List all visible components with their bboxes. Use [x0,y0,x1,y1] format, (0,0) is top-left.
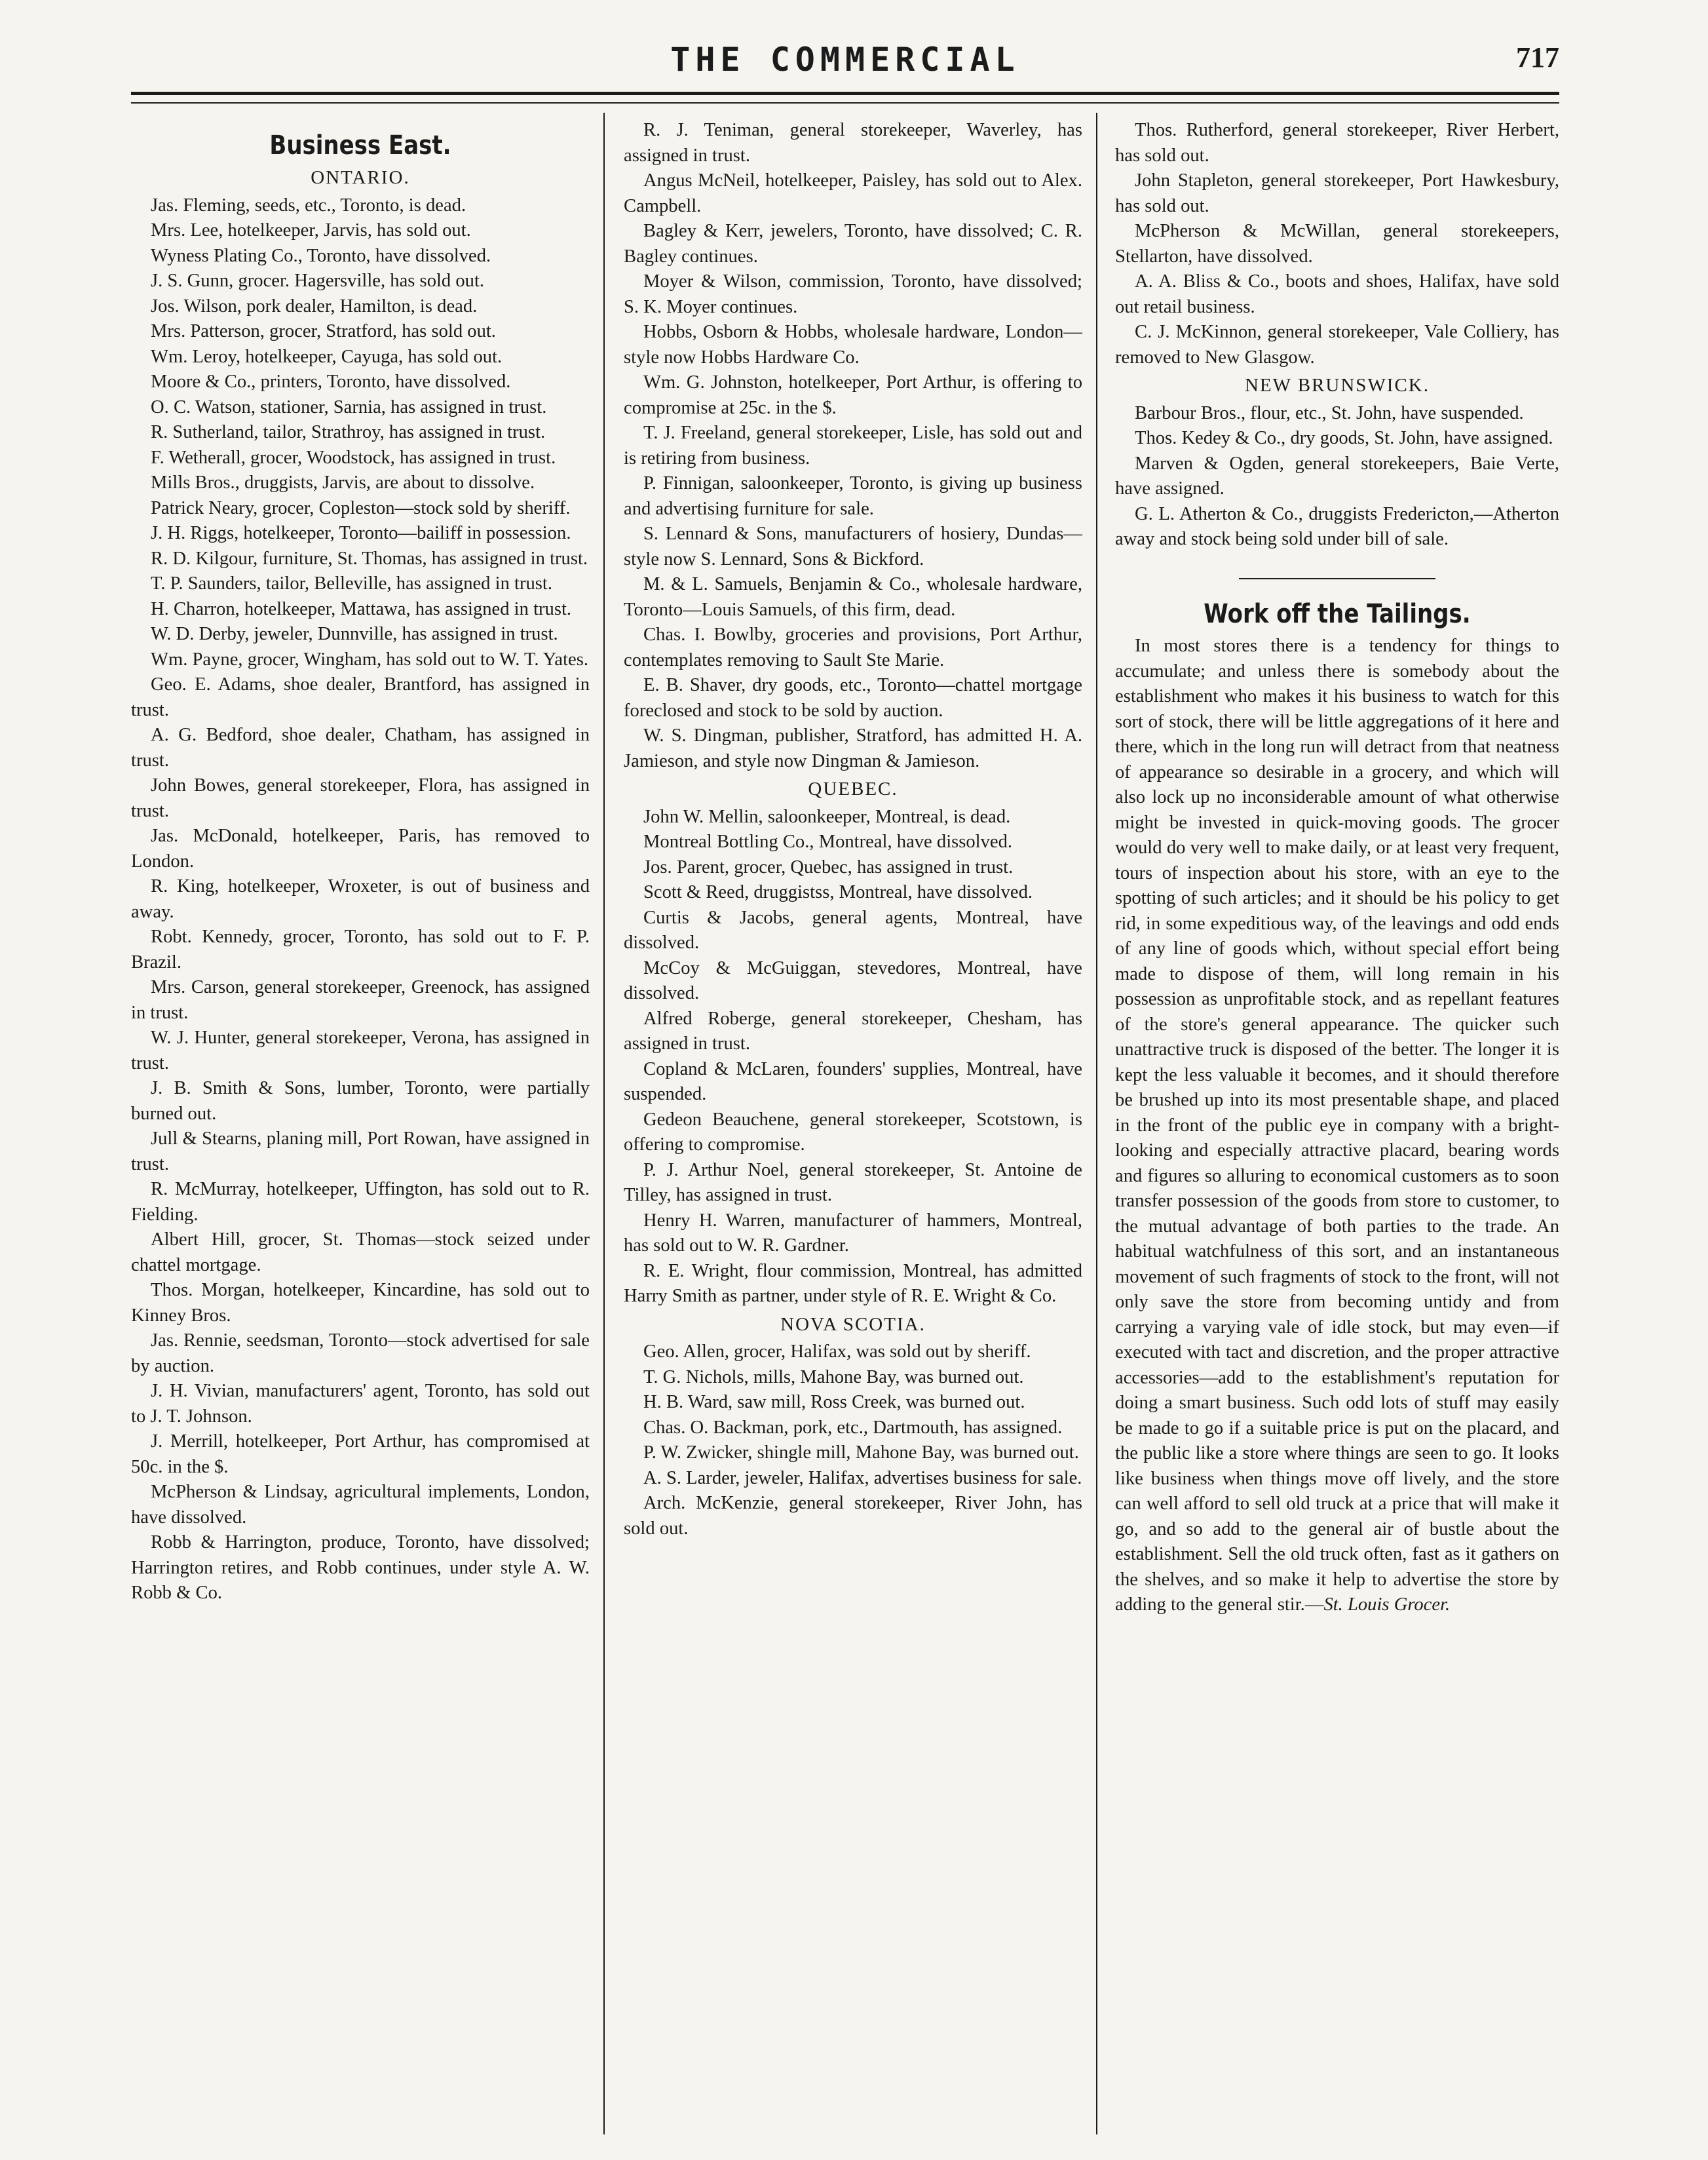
notice-entry: Marven & Ogden, general storekeepers, Baie Verte, have assigned. [1115,453,1559,499]
article-body [1115,634,1559,1618]
column-2 [624,118,1082,1541]
notice-entry: Chas. O. Backman, pork, etc., Dartmouth, has assigned. [643,1417,1063,1438]
column-rule-2 [1096,113,1097,2134]
notice-entry: W. D. Derby, jeweler, Dunnville, has assigned in trust. [151,624,558,644]
notice-entry: Moyer & Wilson, commission, Toronto, have dissolved; S. K. Moyer continues. [624,271,1082,317]
notice-entry: Chas. I. Bowlby, groceries and provisions, Port Arthur, contemplates removing to Sault Ste Marie. [624,625,1082,670]
notice-entry: T. J. Freeland, general storekeeper, Lisle, has sold out and is retiring from business. [624,423,1082,469]
notice-entry: P. W. Zwicker, shingle mill, Mahone Bay, was burned out. [643,1442,1079,1463]
notice-entry: R. E. Wright, flour commission, Montreal, has admitted Harry Smith as partner, under style of R. E. Wright & Co. [624,1260,1082,1306]
notice-entry: J. S. Gunn, grocer. Hagersville, has sold out. [151,271,485,291]
notice-entry: Hobbs, Osborn & Hobbs, wholesale hardware, London—style now Hobbs Hardware Co. [624,322,1082,368]
notice-entry: Curtis & Jacobs, general agents, Montreal, have dissolved. [624,907,1082,953]
business-east-heading: Business East. [269,130,451,161]
article-heading: Work off the Tailings. [1204,599,1471,629]
notice-entry: Robb & Harrington, produce, Toronto, have dissolved; Harrington retires, and Robb continues, under style A. W. Robb & Co. [131,1532,590,1603]
notice-entry: John Stapleton, general storekeeper, Port Hawkesbury, has sold out. [1115,170,1559,216]
column-3 [1115,118,1559,1618]
nova-scotia-entries-part-2 [1115,118,1559,370]
quebec-heading: QUEBEC. [808,779,898,800]
masthead [131,41,1559,80]
notice-entry: Alfred Roberge, general storekeeper, Chesham, has assigned in trust. [624,1008,1082,1054]
notice-entry: M. & L. Samuels, Benjamin & Co., wholesale hardware, Toronto—Louis Samuels, of this firm, dead. [624,574,1082,620]
notice-entry: Thos. Kedey & Co., dry goods, St. John, have assigned. [1135,428,1553,448]
notice-entry: McPherson & McWillan, general storekeepers, Stellarton, have dissolved. [1115,221,1559,267]
notice-entry: T. P. Saunders, tailor, Belleville, has assigned in trust. [151,573,553,594]
notice-entry: Jas. Rennie, seedsman, Toronto—stock advertised for sale by auction. [131,1330,590,1376]
notice-entry: Wyness Plating Co., Toronto, have dissolved. [151,245,491,266]
column-rule-1 [603,113,605,2134]
notice-entry: Arch. McKenzie, general storekeeper, River John, has sold out. [624,1493,1082,1539]
notice-entry: S. Lennard & Sons, manufacturers of hosiery, Dundas—style now S. Lennard, Sons & Bickford. [624,524,1082,569]
notice-entry: Mills Bros., druggists, Jarvis, are about to dissolve. [151,473,535,493]
notice-entry: McCoy & McGuiggan, stevedores, Montreal, have dissolved. [624,957,1082,1003]
notice-entry: Robt. Kennedy, grocer, Toronto, has sold out to F. P. Brazil. [131,927,590,973]
notice-entry: H. Charron, hotelkeeper, Mattawa, has assigned in trust. [151,598,572,619]
notice-entry: Barbour Bros., flour, etc., St. John, have suspended. [1135,402,1524,423]
article-text: In most stores there is a tendency for things to accumulate; and unless there is somebody about the establishment who makes it his business to watch for this sort of stock, there will be little aggregations of it here and there, which in the long run will detract from that neatness of appearance so desirable in a grocery, and which will also lock up no inconsiderable amount of what otherwise might be invested in quick-moving goods. The grocer would do very well to make daily, or at least very frequent, tours of inspection about his store, with an eye to the spotting of such articles; and it should be his policy to get rid, in some expeditious way, of the leavings and odd ends of any line of goods which, without special effort being made to dispose of them, will long remain in his possession as unprofitable stock, and as repellant features of the store's general appearance. The quicker such unattractive truck is disposed of the better. The longer it is kept the less valuable it becomes, and it should therefore be brushed up into its most presentable shape, and placed in the front of the public eye in company with a bright-looking and especially attractive placard, bearing words and figures so alluring to economical customers as to soon transfer possession of the goods from store to customer, to the mutual advantage of both parties to the trade. An habitual watchfulness of this sort, and an instantaneous movement of such fragments of stock to the front, will not only save the store from becoming untidy and from carrying a varying vale of idle stock, but may even—if executed with tact and discretion, and the proper attractive accessories—add to the establishment's reputation for doing a smart business. Such odd lots of stuff may easily be made to go if a suitable price is put on the placard, and the public like a store where things are seen to go. It looks like business when things move off lively, and the store can well afford to sell old truck at a price that will make it go, and so add to the general air of bustle about the establishment. Sell the old truck often, fast as it gathers on the shelves, and so make it help to advertise the store by adding to the general stir.— [1115,636,1559,1615]
notice-entry: R. King, hotelkeeper, Wroxeter, is out of business and away. [131,876,590,922]
notice-entry: C. J. McKinnon, general storekeeper, Vale Colliery, has removed to New Glasgow. [1115,322,1559,368]
notice-entry: W. S. Dingman, publisher, Stratford, has admitted H. A. Jamieson, and style now Dingman & Jamieson. [624,725,1082,771]
notice-entry: Jas. Fleming, seeds, etc., Toronto, is dead. [151,195,466,216]
ontario-entries-part-1 [131,193,590,1606]
section-divider [1115,562,1559,587]
ontario-entries-part-2 [624,118,1082,774]
newspaper-title: THE COMMERCIAL [670,41,1020,79]
masthead-rule-thin [131,102,1559,104]
notice-entry: P. Finnigan, saloonkeeper, Toronto, is giving up business and advertising furniture for sale. [624,473,1082,519]
notice-entry: R. J. Teniman, general storekeeper, Waverley, has assigned in trust. [624,120,1082,166]
article-signature: St. Louis Grocer. [1323,1594,1451,1615]
notice-entry: Henry H. Warren, manufacturer of hammers, Montreal, has sold out to W. R. Gardner. [624,1210,1082,1256]
notice-entry: T. G. Nichols, mills, Mahone Bay, was burned out. [643,1366,1024,1387]
notice-entry: Gedeon Beauchene, general storekeeper, Scotstown, is offering to compromise. [624,1109,1082,1155]
notice-entry: Jull & Stearns, planing mill, Port Rowan, have assigned in trust. [131,1128,590,1174]
notice-entry: O. C. Watson, stationer, Sarnia, has assigned in trust. [151,396,547,417]
nova-scotia-heading: NOVA SCOTIA. [780,1313,926,1335]
notice-entry: Copland & McLaren, founders' supplies, Montreal, have suspended. [624,1058,1082,1104]
masthead-rule-thick [131,92,1559,95]
notice-entry: John Bowes, general storekeeper, Flora, has assigned in trust. [131,775,590,821]
notice-entry: Wm. G. Johnston, hotelkeeper, Port Arthur, is offering to compromise at 25c. in the $. [624,372,1082,418]
notice-entry: Geo. E. Adams, shoe dealer, Brantford, has assigned in trust. [131,674,590,720]
notice-entry: McPherson & Lindsay, agricultural implements, London, have dissolved. [131,1482,590,1528]
column-1 [131,118,590,1606]
notice-entry: R. McMurray, hotelkeeper, Uffington, has sold out to R. Fielding. [131,1179,590,1225]
notice-entry: Montreal Bottling Co., Montreal, have dissolved. [643,832,1013,852]
notice-entry: Geo. Allen, grocer, Halifax, was sold out by sheriff. [643,1341,1031,1362]
notice-entry: Mrs. Patterson, grocer, Stratford, has sold out. [151,321,496,341]
notice-entry: Wm. Payne, grocer, Wingham, has sold out to W. T. Yates. [151,649,589,670]
notice-entry: John W. Mellin, saloonkeeper, Montreal, is dead. [643,806,1011,827]
notice-entry: F. Wetherall, grocer, Woodstock, has assigned in trust. [151,447,556,468]
notice-entry: Albert Hill, grocer, St. Thomas—stock seized under chattel mortgage. [131,1229,590,1275]
notice-entry: A. S. Larder, jeweler, Halifax, advertises business for sale. [643,1467,1082,1488]
notice-entry: J. H. Riggs, hotelkeeper, Toronto—bailiff in possession. [151,523,571,543]
page-number: 717 [1516,41,1559,73]
notice-entry: Jos. Parent, grocer, Quebec, has assigned in trust. [643,857,1014,878]
nova-scotia-entries-part-1 [624,1340,1082,1541]
notice-entry: J. B. Smith & Sons, lumber, Toronto, were partially burned out. [131,1078,590,1124]
notice-entry: J. H. Vivian, manufacturers' agent, Toronto, has sold out to J. T. Johnson. [131,1381,590,1427]
notice-entry: Jos. Wilson, pork dealer, Hamilton, is dead. [151,296,478,317]
notice-entry: E. B. Shaver, dry goods, etc., Toronto—chattel mortgage foreclosed and stock to be sold by auction. [624,675,1082,721]
ontario-heading: ONTARIO. [311,167,410,188]
notice-entry: Thos. Morgan, hotelkeeper, Kincardine, has sold out to Kinney Bros. [131,1280,590,1326]
notice-entry: Moore & Co., printers, Toronto, have dissolved. [151,372,511,392]
notice-entry: A. A. Bliss & Co., boots and shoes, Halifax, have sold out retail business. [1115,271,1559,317]
notice-entry: Angus McNeil, hotelkeeper, Paisley, has sold out to Alex. Campbell. [624,170,1082,216]
notice-entry: Wm. Leroy, hotelkeeper, Cayuga, has sold out. [151,346,503,367]
notice-entry: P. J. Arthur Noel, general storekeeper, St. Antoine de Tilley, has assigned in trust. [624,1159,1082,1205]
notice-entry: Mrs. Carson, general storekeeper, Greenock, has assigned in trust. [131,977,590,1023]
notice-entry: Bagley & Kerr, jewelers, Toronto, have dissolved; C. R. Bagley continues. [624,221,1082,267]
notice-entry: R. D. Kilgour, furniture, St. Thomas, has assigned in trust. [151,548,588,569]
notice-entry: Jas. McDonald, hotelkeeper, Paris, has removed to London. [131,826,590,872]
notice-entry: Patrick Neary, grocer, Copleston—stock sold by sheriff. [151,497,571,518]
notice-entry: H. B. Ward, saw mill, Ross Creek, was burned out. [643,1392,1025,1412]
notice-entry: W. J. Hunter, general storekeeper, Verona, has assigned in trust. [131,1028,590,1073]
new-brunswick-entries [1115,401,1559,552]
notice-entry: Thos. Rutherford, general storekeeper, River Herbert, has sold out. [1115,120,1559,166]
notice-entry: Mrs. Lee, hotelkeeper, Jarvis, has sold out. [151,220,471,241]
notice-entry: G. L. Atherton & Co., druggists Fredericton,—Atherton away and stock being sold under bill of sale. [1115,503,1559,549]
notice-entry: R. Sutherland, tailor, Strathroy, has assigned in trust. [151,422,546,442]
new-brunswick-heading: NEW BRUNSWICK. [1244,375,1430,396]
quebec-entries [624,805,1082,1309]
notice-entry: A. G. Bedford, shoe dealer, Chatham, has assigned in trust. [131,725,590,771]
notice-entry: J. Merrill, hotelkeeper, Port Arthur, has compromised at 50c. in the $. [131,1431,590,1477]
notice-entry: Scott & Reed, druggistss, Montreal, have dissolved. [643,882,1033,902]
